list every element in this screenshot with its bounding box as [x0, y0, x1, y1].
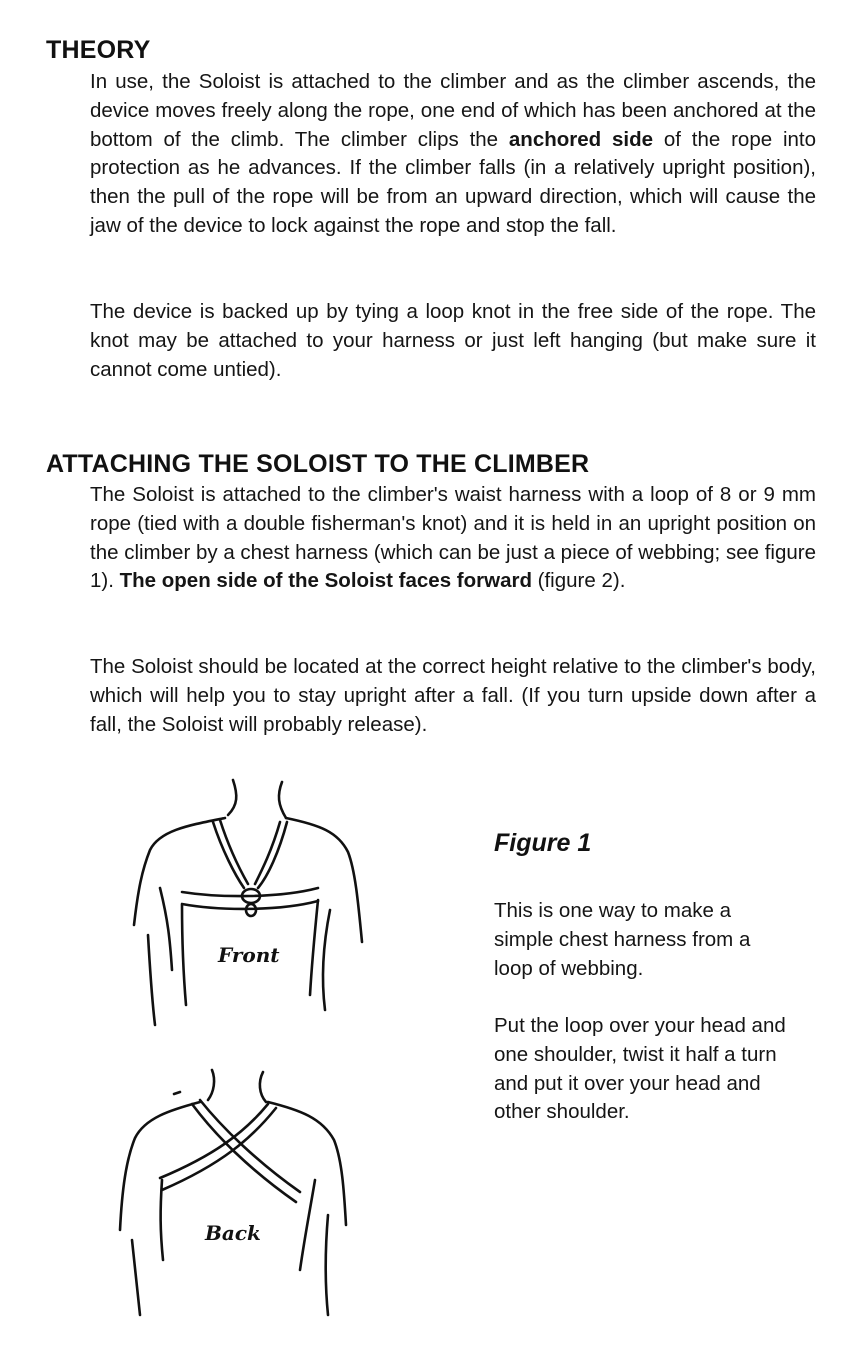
anchored-side-bold: anchored side: [508, 127, 654, 151]
attaching-paragraph-1: [90, 481, 816, 596]
back-label: Back: [205, 1221, 261, 1245]
attaching-p1-text-a: The Soloist is attached to the climber's waist harness with a loop of 8 or 9 mm rope (tied with a double fisherman's knot) and it is held in an upright position on the climber by a chest harness (which can be just a piece of webbing; see figure 1).: [90, 483, 816, 593]
front-harness-illustration: [120, 770, 380, 1030]
figure-1-text-2: Put the loop over your head and one shoulder, twist it half a turn and put it over your head and other shoulder.: [494, 1014, 786, 1124]
theory-p1-text-a: In use, the Soloist is attached to the climber and as the climber ascends, the device moves freely along the rope, one end of which has been anchored at the bottom of the climb. The climber clips the: [90, 70, 816, 151]
attaching-p1-text-b: (figure 2).: [531, 569, 626, 593]
theory-heading: THEORY: [46, 36, 151, 64]
attaching-paragraph-2: The Soloist should be located at the correct height relative to the climber's body, which will help you to stay upright after a fall. (If you turn upside down after a fall, the Soloist will probably release).: [90, 655, 816, 736]
theory-paragraph-2: The device is backed up by tying a loop knot in the free side of the rope. The knot may be attached to your harness or just left hanging (but make sure it cannot come untied).: [90, 300, 816, 381]
theory-p1-text-b: of the rope into protection as he advances. If the climber falls (in a relatively upright position), then the pull of the rope will be from an upward direction, which will cause the jaw of the device to lock against the rope and stop the fall.: [90, 127, 816, 237]
back-harness-illustration: [100, 1060, 370, 1320]
front-label: Front: [218, 943, 280, 967]
figure-1-text-1: This is one way to make a simple chest harness from a loop of webbing.: [494, 899, 751, 980]
attaching-heading: ATTACHING THE SOLOIST TO THE CLIMBER: [46, 450, 590, 478]
open-side-bold: The open side of the Soloist faces forward: [119, 569, 532, 593]
theory-paragraph-1: [90, 68, 816, 241]
figure-1-caption: Figure 1: [494, 829, 592, 857]
